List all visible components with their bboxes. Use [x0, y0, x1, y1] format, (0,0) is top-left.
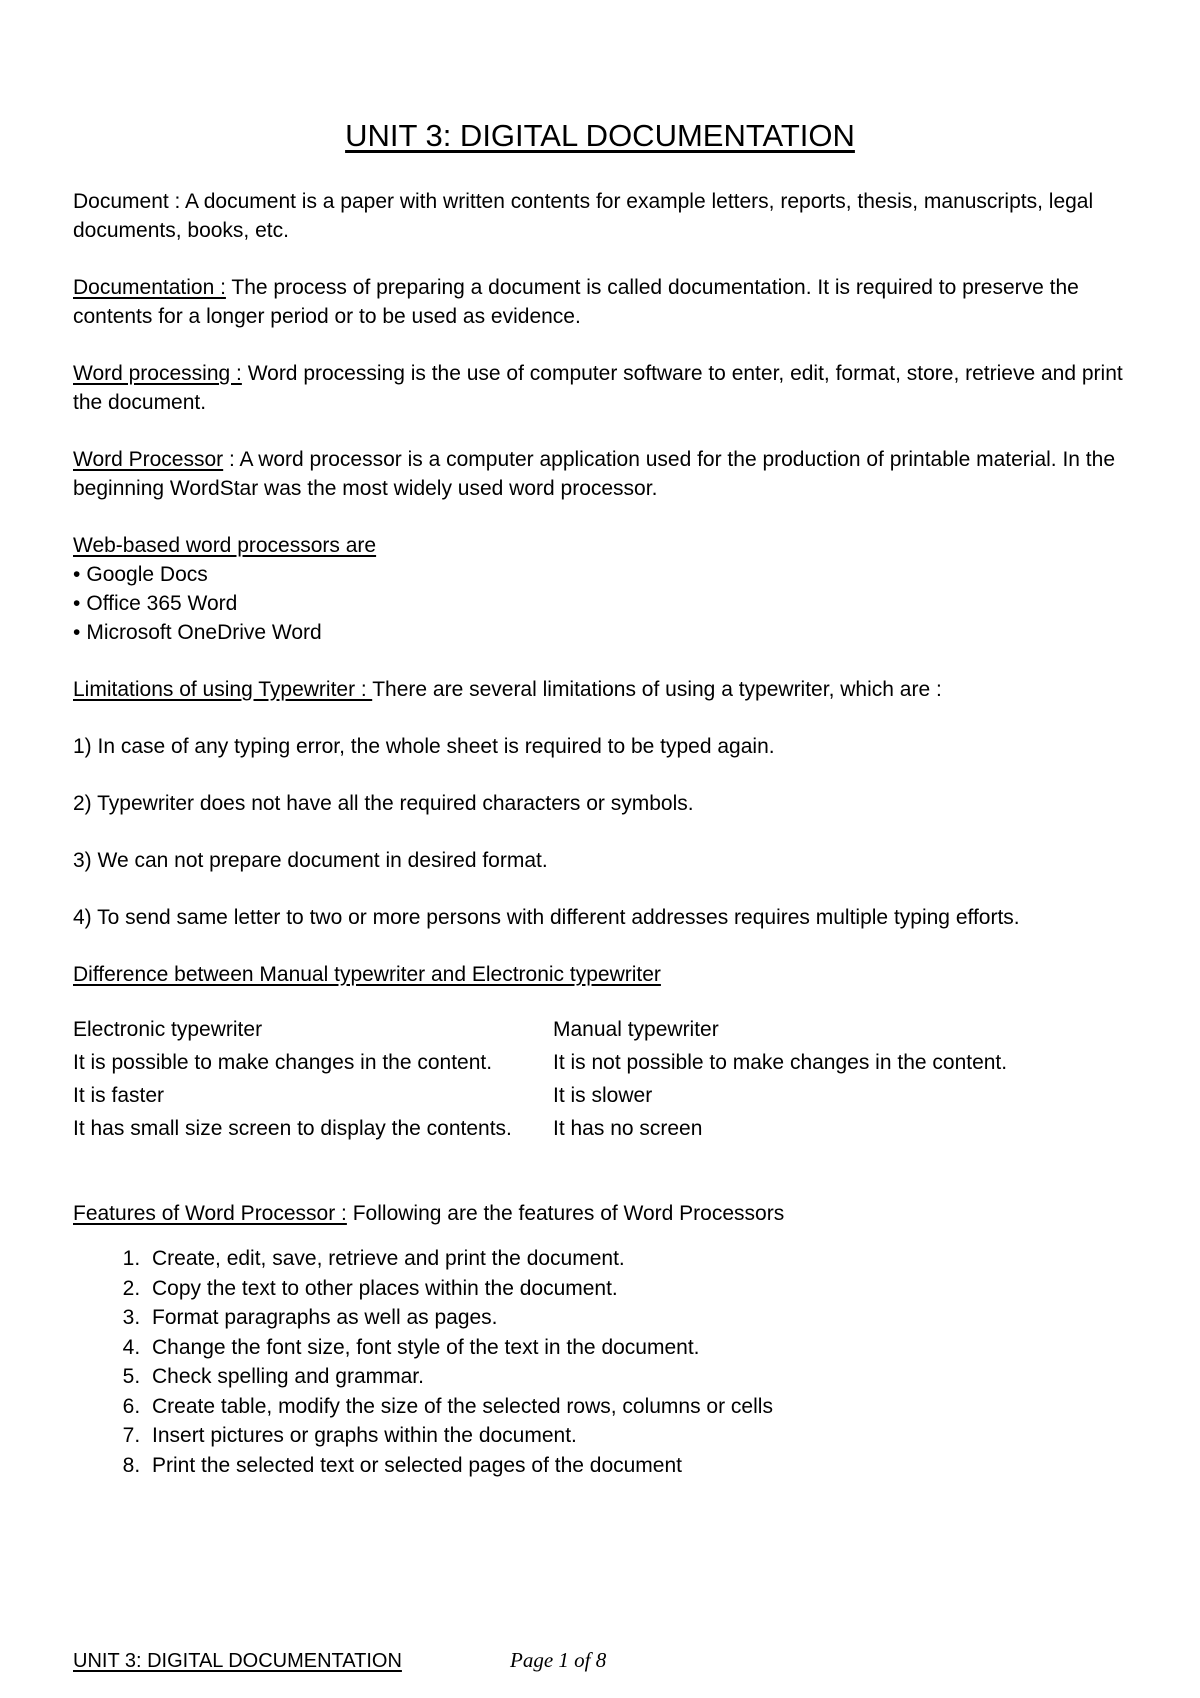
- table-row: [73, 1013, 1138, 1046]
- list-item: 6. Create table, modify the size of the selected rows, columns or cells: [146, 1392, 1138, 1422]
- table-cell: It is faster: [73, 1084, 165, 1107]
- documentation-term: Documentation :: [73, 276, 226, 299]
- table-cell: Manual typewriter: [553, 1018, 719, 1041]
- list-item: 3. Format paragraphs as well as pages.: [146, 1303, 1138, 1333]
- word-processing-text: Word processing is the use of computer software to enter, edit, format, store, retrieve and print the document.: [73, 362, 1123, 414]
- word-processing-definition: [73, 359, 1138, 417]
- limitation-item: 4) To send same letter to two or more persons with different addresses requires multiple typing efforts.: [73, 906, 1020, 929]
- document-definition: [73, 187, 1138, 245]
- list-item: 7. Insert pictures or graphs within the document.: [146, 1421, 1138, 1451]
- list-item: 4. Change the font size, font style of the text in the document.: [146, 1333, 1138, 1363]
- footer-title: UNIT 3: DIGITAL DOCUMENTATION: [73, 1650, 402, 1672]
- page-content: [73, 187, 1138, 1480]
- limitation-item: 1) In case of any typing error, the whole sheet is required to be typed again.: [73, 735, 775, 758]
- word-processor-definition: [73, 445, 1138, 503]
- list-item: 8. Print the selected text or selected pages of the document: [146, 1451, 1138, 1481]
- web-based-heading: Web-based word processors are: [73, 534, 377, 557]
- limitations-text: There are several limitations of using a typewriter, which are :: [372, 678, 942, 701]
- difference-heading: Difference between Manual typewriter and Electronic typewriter: [73, 963, 661, 986]
- limitations-term: Limitations of using Typewriter :: [73, 678, 373, 701]
- word-processor-text: : A word processor is a computer application used for the production of printable material. In the beginning WordStar was the most widely used word processor.: [73, 448, 1115, 500]
- page-footer: [73, 1648, 606, 1673]
- web-based-list: [73, 560, 1138, 647]
- page-title: UNIT 3: DIGITAL DOCUMENTATION: [345, 118, 855, 153]
- table-row: [73, 1079, 1138, 1112]
- table-cell: It has small size screen to display the contents.: [73, 1117, 512, 1140]
- features-list: [73, 1244, 1138, 1480]
- table-row: [73, 1046, 1138, 1079]
- page-number: Page 1 of 8: [510, 1648, 607, 1672]
- table-cell: It has no screen: [553, 1117, 703, 1140]
- list-item: • Microsoft OneDrive Word: [73, 618, 1138, 647]
- list-item: • Google Docs: [73, 560, 1138, 589]
- table-cell: Electronic typewriter: [73, 1018, 263, 1041]
- list-item: 1. Create, edit, save, retrieve and print the document.: [146, 1244, 1138, 1274]
- table-cell: It is possible to make changes in the content.: [73, 1051, 493, 1074]
- documentation-text: The process of preparing a document is called documentation. It is required to preserve the contents for a longer period or to be used as evidence.: [73, 276, 1079, 328]
- features-intro: [73, 1199, 1138, 1228]
- limitation-item: 2) Typewriter does not have all the required characters or symbols.: [73, 792, 694, 815]
- limitations-intro: [73, 675, 1138, 704]
- difference-table: [73, 1013, 1138, 1145]
- features-term: Features of Word Processor :: [73, 1202, 347, 1225]
- list-item: 5. Check spelling and grammar.: [146, 1362, 1138, 1392]
- word-processing-term: Word processing :: [73, 362, 242, 385]
- table-row: [73, 1112, 1138, 1145]
- limitation-item: 3) We can not prepare document in desired format.: [73, 849, 548, 872]
- documentation-definition: [73, 273, 1138, 331]
- table-cell: It is not possible to make changes in the content.: [553, 1051, 1008, 1074]
- word-processor-term: Word Processor: [73, 448, 224, 471]
- table-cell: It is slower: [553, 1084, 653, 1107]
- document-definition-text: Document : A document is a paper with written contents for example letters, reports, thesis, manuscripts, legal documents, books, etc.: [73, 190, 1094, 242]
- list-item: 2. Copy the text to other places within the document.: [146, 1274, 1138, 1304]
- list-item: • Office 365 Word: [73, 589, 1138, 618]
- features-text: Following are the features of Word Processors: [346, 1202, 785, 1225]
